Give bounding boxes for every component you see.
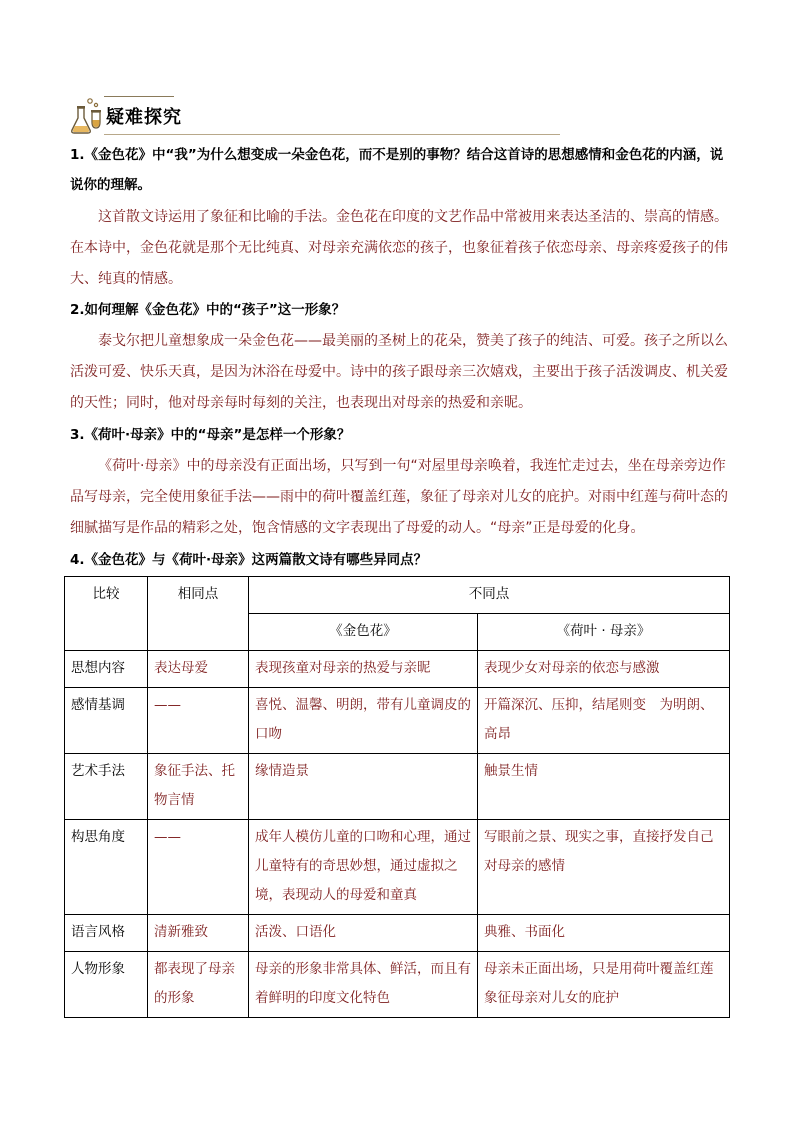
comparison-table [64,576,730,1018]
table-row [65,820,730,915]
answer-2: 泰戈尔把儿童想象成一朵金色花——最美丽的圣树上的花朵，赞美了孩子的纯洁、可爱。孩子之所以么活泼可爱、快乐天真，是因为沐浴在母爱中。诗中的孩子跟母亲三次嬉戏，主要出于孩子活泼调皮、机关爱的天性；同时，他对母亲每时每刻的关注，也表现出对母亲的热爱和亲昵。 [70,333,728,411]
question-3: 3.《荷叶·母亲》中的“母亲”是怎样一个形象？ [70,427,351,443]
row-label: 人物形象 [65,952,148,1018]
row-same: 表达母爱 [148,651,249,688]
row-same: —— [148,820,249,915]
table-row [65,915,730,952]
header-poem-1: 《金色花》 [249,614,478,651]
answer-1: 这首散文诗运用了象征和比喻的手法。金色花在印度的文艺作品中常被用来表达圣洁的、崇高的情感。在本诗中，金色花就是那个无比纯真、对母亲充满依恋的孩子，也象征着孩子依恋母亲、母亲疼爱孩子的伟大、纯真的情感。 [70,209,728,287]
table-row [65,651,730,688]
header-bottom-rule [104,134,560,135]
row-poem-1: 缘情造景 [249,754,478,820]
question-4: 4.《金色花》与《荷叶·母亲》这两篇散文诗有哪些异同点？ [70,552,428,568]
row-label: 语言风格 [65,915,148,952]
row-same: —— [148,688,249,754]
section-header [70,96,560,136]
row-label: 思想内容 [65,651,148,688]
row-poem-1: 喜悦、温馨、明朗，带有儿童调皮的口吻 [249,688,478,754]
header-poem-2: 《荷叶 · 母亲》 [478,614,730,651]
row-poem-1: 活泼、口语化 [249,915,478,952]
question-1: 1.《金色花》中“我”为什么想变成一朵金色花，而不是别的事物？结合这首诗的思想感情和金色花的内涵，说说你的理解。 [70,147,724,193]
row-same: 清新雅致 [148,915,249,952]
row-label: 艺术手法 [65,754,148,820]
header-compare: 比较 [65,577,148,651]
row-same: 都表现了母亲的形象 [148,952,249,1018]
table-row [65,688,730,754]
row-label: 构思角度 [65,820,148,915]
table-row [65,754,730,820]
row-poem-2: 触景生情 [478,754,730,820]
row-poem-2: 典雅、书面化 [478,915,730,952]
table-header-row [65,577,730,614]
row-poem-2: 开篇深沉、压抑，结尾则变 为明朗、高昂 [478,688,730,754]
row-poem-1: 母亲的形象非常具体、鲜活，而且有着鲜明的印度文化特色 [249,952,478,1018]
row-poem-2: 写眼前之景、现实之事，直接抒发自己对母亲的感情 [478,820,730,915]
header-top-rule [104,96,174,97]
header-same: 相同点 [148,577,249,651]
answer-3: 《荷叶·母亲》中的母亲没有正面出场，只写到一句“对屋里母亲唤着，我连忙走过去，坐在母亲旁边作品写母亲，完全使用象征手法——雨中的荷叶覆盖红莲，象征了母亲对儿女的庇护。对雨中红莲与荷叶态的细腻描写是作品的精彩之处，饱含情感的文字表现出了母爱的动人。“母亲”正是母爱的化身。 [70,458,728,536]
row-label: 感情基调 [65,688,148,754]
row-poem-1: 成年人模仿儿童的口吻和心理，通过儿童特有的奇思妙想，通过虚拟之境，表现动人的母爱和童真 [249,820,478,915]
header-diff: 不同点 [249,577,730,614]
row-poem-2: 表现少女对母亲的依恋与感激 [478,651,730,688]
row-poem-2: 母亲未正面出场，只是用荷叶覆盖红莲象征母亲对儿女的庇护 [478,952,730,1018]
question-2: 2.如何理解《金色花》中的“孩子”这一形象？ [70,302,346,318]
flask-icon [70,96,104,134]
section-title: 疑难探究 [106,107,182,128]
table-row [65,952,730,1018]
row-poem-1: 表现孩童对母亲的热爱与亲昵 [249,651,478,688]
row-same: 象征手法、托物言情 [148,754,249,820]
